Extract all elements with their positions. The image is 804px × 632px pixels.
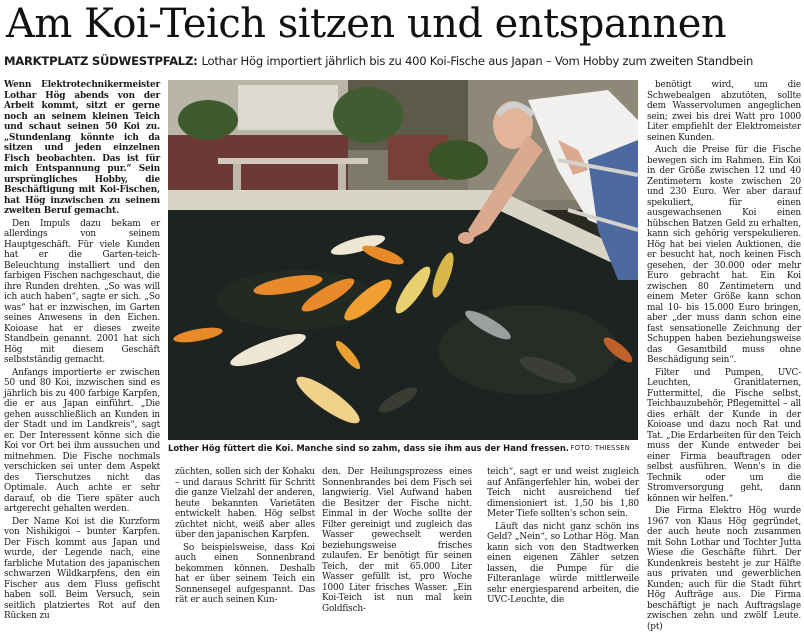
article-column-2 [175, 467, 315, 605]
paragraph: Anfangs importierte er zwischen 50 und 80 Koi, inzwischen sind es jährlich bis zu 400 farbige Karpfen, die er aus Japan einführt. „Die gehen ausschließlich an Kunden in der Stadt und im Landkreis“, sagt er. Der Interessent könne sich die Koi vor Ort bei ihm aussuchen und mitnehmen. Die Fische nochmals verschicken sei unter dem Aspekt des Tierschutzes nicht das Optimale. Auch achte er sehr darauf, ob die Tiere später auch artgerecht gehalten werden. [4, 367, 160, 514]
paragraph: Der Name Koi ist die Kurzform von Nishikigoi – bunter Karpfen. Der Fisch kommt aus Japan und wurde, der Legende nach, eine farbliche Mutation des japanischen schwarzen Wildkarpfens, den ein Fischer aus dem Fluss gefischt haben soll. Beim Versuch, sein seitlich platziertes Rot auf den Rücken zu [4, 516, 160, 621]
article-column-4 [487, 467, 639, 605]
koi-pond-photo [168, 80, 638, 440]
paragraph: teich“, sagt er und weist zugleich auf Anfängerfehler hin, wobei der Teich nicht ausreichend tief dimensioniert ist. 1,50 bis 1,80 Meter Tiefe sollten's schon sein. [487, 467, 639, 519]
paragraph: den. Der Heilungsprozess eines Sonnenbrandes bei dem Fisch sei langwierig. Viel Aufwand haben die Besitzer der Fische nicht. Einmal in der Woche sollte der Filter gereinigt und zugleich das Wasser gewechselt werden beziehungsweise frisches zulaufen. Er benötigt für seinen Teich, der mit 65.000 Liter Wasser gefüllt ist, pro Woche 1000 Liter frisches Wasser. „Ein Koi-Teich ist nun mal kein Goldfisch- [322, 467, 472, 614]
subheadline-text: Lothar Hög importiert jährlich bis zu 400 Koi-Fische aus Japan – Vom Hobby zum zweiten Standbein [201, 54, 754, 68]
subheadline [4, 52, 804, 70]
paragraph: Läuft das nicht ganz schön ins Geld? „Nein“, so Lothar Hög. Man kann sich von den Stadtwerken einen eigenen Zähler setzen lassen, die Pumpe für die Filteranlage würde mittlerweile sehr energiesparend arbeiten, die UVC-Leuchte, die [487, 521, 639, 605]
paragraph: benötigt wird, um die Schwebealgen abzutöten, sollte dem Wasservolumen angeglichen sein; zwei bis drei Watt pro 1000 Liter empfiehlt der Elektromeister seinen Kunden. [647, 80, 801, 143]
headline: Am Koi-Teich sitzen und entspannen [6, 1, 727, 47]
lead-paragraph: Wenn Elektrotechnikermeister Lothar Hög abends von der Arbeit kommt, sitzt er gerne noch an seinem kleinen Teich und schaut seinen 50 Koi zu. „Stundenlang könnte ich da sitzen und jeden einzelnen Fisch beobachten. Das ist für mich Entspannung pur.“ Sein ursprüngliches Hobby, die Beschäftigung mit Koi-Fischen, hat Hög inzwischen zu seinem zweiten Beruf gemacht. [4, 80, 160, 216]
paragraph: Die Firma Elektro Hög wurde 1967 von Klaus Hög gegründet, der auch heute noch zusammen mit Sohn Lothar und Tochter Jutta Wiese die Geschäfte führt. Der Kundenkreis besteht je zur Hälfte aus privaten und gewerblichen Kunden; auch für die Stadt führt Hög Aufträge aus. Die Firma beschäftigt je nach Auftragslage zwischen zehn und zwölf Leute. (pt) [647, 506, 801, 632]
article-column-5 [647, 80, 801, 632]
article-column-3 [322, 467, 472, 614]
caption-text: Lother Hög füttert die Koi. Manche sind so zahm, dass sie ihm aus der Hand fressen. [168, 443, 569, 453]
photo-caption [168, 443, 638, 454]
paragraph: Filter und Pumpen, UVC-Leuchten, Granitlaternen, Futtermittel, die Fische selbst, Teichbauzubehör, Pflegemittel – all dies erhält der Kunde in der Koioase und dazu noch Rat und Tat. „Die Erdarbeiten für den Teich muss der Kunde entweder bei einer Firma beauftragen oder selbst ausführen. Wenn's in die Technik oder um die Stromversorgung geht, dann können wir helfen.“ [647, 367, 801, 504]
paragraph: Den Impuls dazu bekam er allerdings von seinem Hauptgeschäft. Für viele Kunden hat er die Garten-teich-Beleuchtung installiert und den farbigen Fischen nachgeschaut, die ihre Runden drehten. „So was will ich auch haben“, sagte er sich. „So was“ hat er inzwischen, im Garten seines Anwesens in den Eichen. Koioase hat er dieses zweite Standbein genannt. 2001 hat sich Hög mit diesem Geschäft selbstständig gemacht. [4, 218, 160, 365]
paragraph: züchten, sollen sich der Kohaku – und daraus Schritt für Schritt die ganze Vielzahl der anderen, heute bekannten Varietäten entwickelt haben. Hög selbst züchtet nicht, weiß aber alles über den japanischen Karpfen. [175, 467, 315, 540]
article-column-1 [4, 80, 160, 621]
photo-credit: FOTO: THIESSEN [570, 444, 630, 452]
photo-illustration [168, 80, 638, 440]
paragraph: So beispielsweise, dass Koi auch einen Sonnenbrand bekommen können. Deshalb hat er über seinem Teich ein Sonnensegel aufgespannt. Das rät er auch seinen Kun- [175, 542, 315, 605]
section-kicker: MARKTPLATZ SÜDWESTPFALZ: [4, 54, 198, 68]
paragraph: Auch die Preise für die Fische bewegen sich im Rahmen. Ein Koi in der Größe zwischen 12 und 40 Zentimetern koste zwischen 20 und 230 Euro. Wer aber darauf spekuliert, für einen ausgewachsenen Koi einen hübschen Batzen Geld zu erhalten, kann sich gehörig verspekulieren. Hög hat bei vielen Auktionen, die er besucht hat, noch keinen Fisch gesehen, der 30.000 oder mehr Euro gebracht hat. Ein Koi zwischen 80 Zentimetern und einem Meter Größe kann schon mal 10- bis 15.000 Euro bringen, aber „der muss dann schon eine fast sensationelle Zeichnung der Schuppen haben beziehungsweise das Gesamtbild muss ohne Beschädigung sein“. [647, 145, 801, 365]
